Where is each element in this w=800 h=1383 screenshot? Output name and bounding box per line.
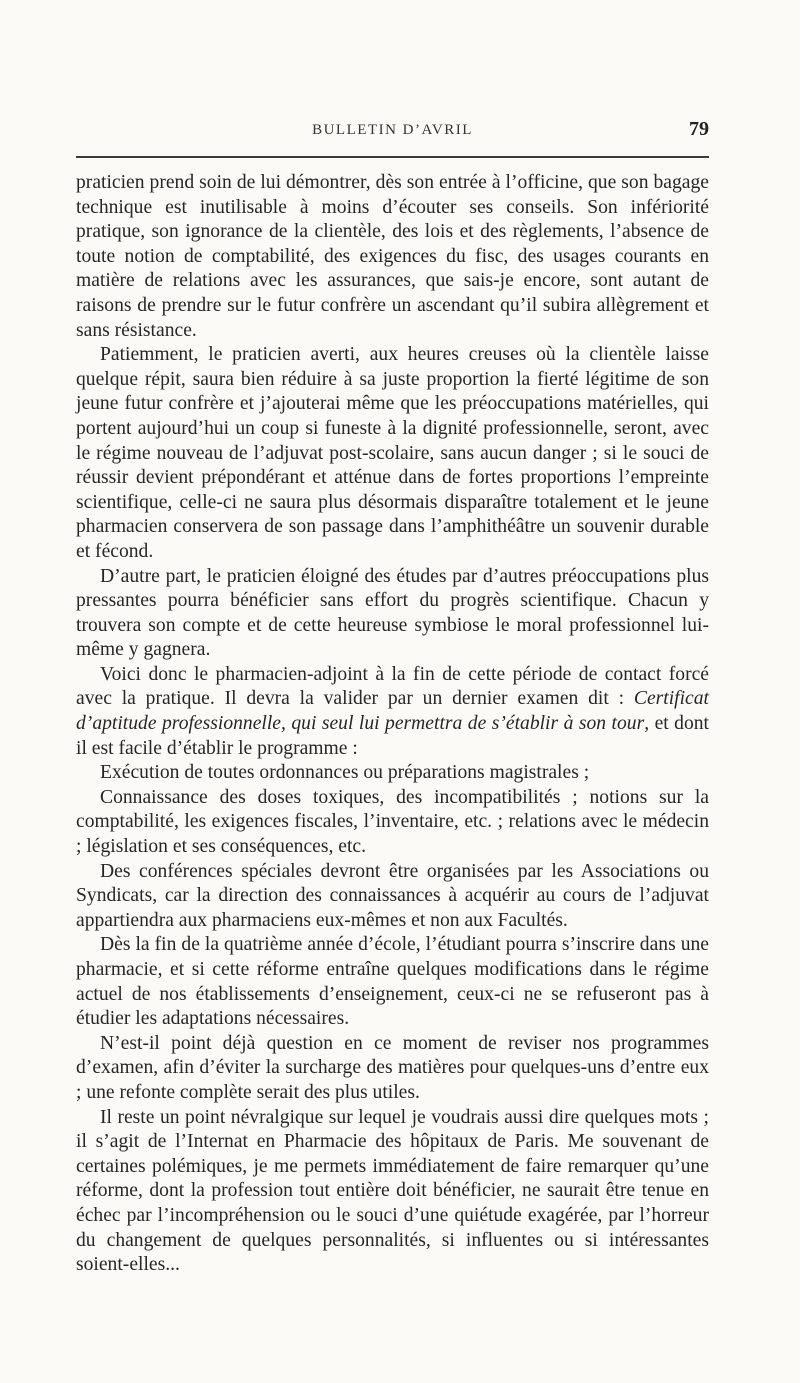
paragraph-7: Des conférences spéciales devront être organisées par les Associations ou Syndicats, car la direction des connaissances à acquérir au cours de l’adjuvat appartiendra aux pharmaciens eux-mêmes et non aux Facultés. <box>76 860 709 931</box>
paragraph-8: Dès la fin de la quatrième année d’école, l’étudiant pourra s’inscrire dans une pharmacie, et si cette réforme entraîne quelques modifications dans le régime actuel de nos établissements d’enseignement, ceux-ci ne se refuseront pas à étudier les adaptations nécessaires. <box>76 934 709 1030</box>
paragraph-10: Il reste un point névralgique sur lequel je voudrais aussi dire quelques mots ; il s’agit de l’Internat en Pharmacie des hôpitaux de Paris. Me souvenant de certaines polémiques, je me permets immédiatement de faire remarquer qu’une réforme, dont la profession tout entière doit bénéficier, ne saurait être tenue en échec par l’incompréhension ou le souci d’une quiétude exagérée, par l’horreur du changement de quelques personnalités, si influentes ou si intéressantes soient-elles... <box>76 1106 709 1276</box>
running-head: BULLETIN D’AVRIL <box>312 122 473 138</box>
paragraph-1: praticien prend soin de lui démontrer, dès son entrée à l’officine, que son bagage technique est inutilisable à moins d’écouter ses conseils. Son infériorité pratique, son ignorance de la clientèle, des lois et des règlements, l’absence de toute notion de comptabilité, des exigences du fisc, des usages courants en matière de relations avec les assurances, que sais-je encore, sont autant de raisons de prendre sur le futur confrère un ascendant qu’il subira allègrement et sans résistance. <box>76 172 709 341</box>
paragraph-4 <box>76 663 709 761</box>
certificate-title: Certificat d’aptitude professionnelle, qui seul lui permettra de s’établir à son tour <box>76 688 709 735</box>
page-number: 79 <box>689 118 709 140</box>
paragraph-4-tail: , et dont il est facile d’établir le programme : <box>76 713 710 759</box>
body-text <box>76 171 709 1278</box>
paragraph-6: Connaissance des doses toxiques, des incompatibilités ; notions sur la comptabilité, les exigences fiscales, l’inventaire, etc. ; relations avec le médecin ; législation et ses conséquences, etc. <box>76 786 709 858</box>
paragraph-4-lead: Voici donc le pharmacien-adjoint à la fin de cette période de contact forcé avec la pratique. Il devra la valider par un dernier examen dit : <box>76 663 709 710</box>
paragraph-2: Patiemment, le praticien averti, aux heures creuses où la clientèle laisse quelque répit, saura bien réduire à sa juste proportion la fierté légitime de son jeune futur confrère et j’ajouterai même que les préoccupations matérielles, qui portent aujourd’hui un coup si funeste à la dignité professionnelle, seront, avec le régime nouveau de l’adjuvat post-scolaire, sans aucun danger ; si le souci de réussir devient prépondérant et atténue dans de fortes proportions l’empreinte scientifique, celle-ci ne saura plus désormais disparaître totalement et le jeune pharmacien conservera de son passage dans l’amphithéâtre un souvenir durable et fécond. <box>76 344 709 562</box>
header-rule <box>76 156 709 158</box>
paragraph-5: Exécution de toutes ordonnances ou préparations magistrales ; <box>100 762 590 784</box>
paragraph-9: N’est-il point déjà question en ce moment de reviser nos programmes d’examen, afin d’éviter la surcharge des matières pour quelques-uns d’entre eux ; une refonte complète serait des plus utiles. <box>76 1032 709 1103</box>
paragraph-3: D’autre part, le praticien éloigné des études par d’autres préoccupations plus pressantes pourra bénéficier sans effort du progrès scientifique. Chacun y trouvera son compte et de cette heureuse symbiose le moral professionnel lui-même y gagnera. <box>76 565 709 661</box>
page-header <box>76 118 709 148</box>
